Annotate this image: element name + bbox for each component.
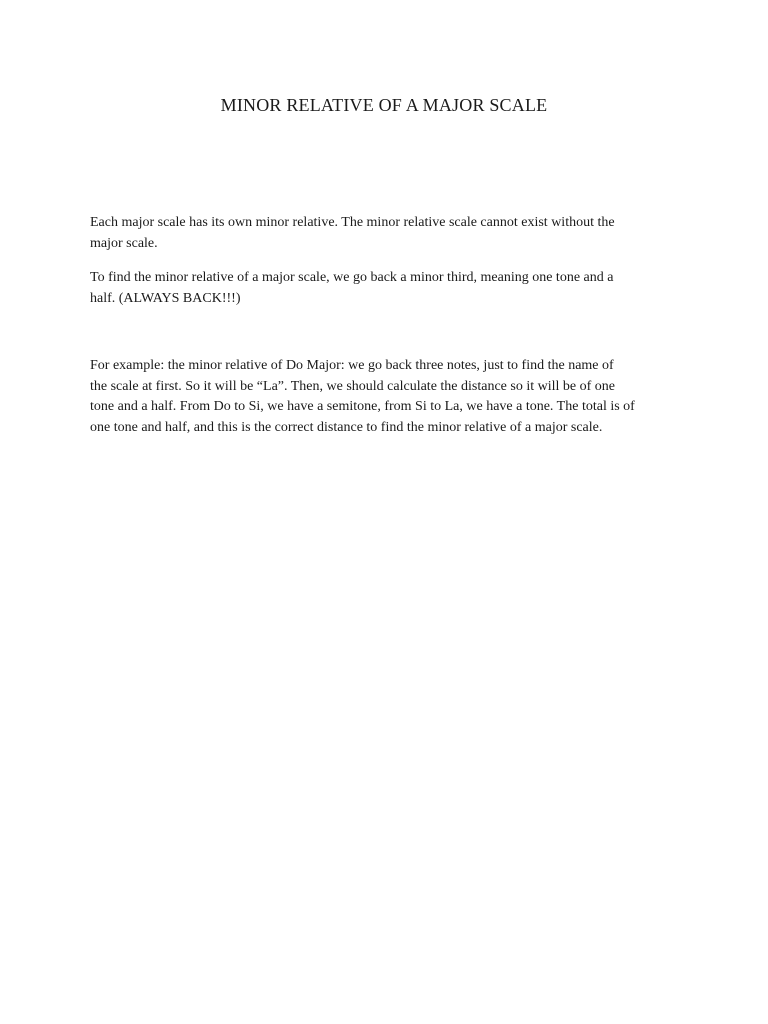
paragraph-rule (90, 268, 690, 309)
paragraph-intro (90, 213, 690, 254)
paragraph-line: For example: the minor relative of Do Major: we go back three notes, just to find the name of (90, 358, 614, 373)
page-title: MINOR RELATIVE OF A MAJOR SCALE (220, 95, 548, 115)
paragraph-line: one tone and half, and this is the correct distance to find the minor relative of a major scale. (90, 419, 603, 435)
paragraph-line: Each major scale has its own minor relative. The minor relative scale cannot exist without the (90, 215, 615, 230)
paragraph-line: To find the minor relative of a major scale, we go back a minor third, meaning one tone and a (90, 270, 614, 285)
paragraph-line: half. (ALWAYS BACK!!!) (90, 290, 241, 306)
paragraph-line: major scale. (90, 235, 158, 251)
paragraph-example (90, 356, 690, 438)
paragraph-line: the scale at first. So it will be “La”. Then, we should calculate the distance so it will be of one (90, 378, 615, 394)
paragraph-line: tone and a half. From Do to Si, we have a semitone, from Si to La, we have a tone. The total is of (90, 399, 635, 414)
